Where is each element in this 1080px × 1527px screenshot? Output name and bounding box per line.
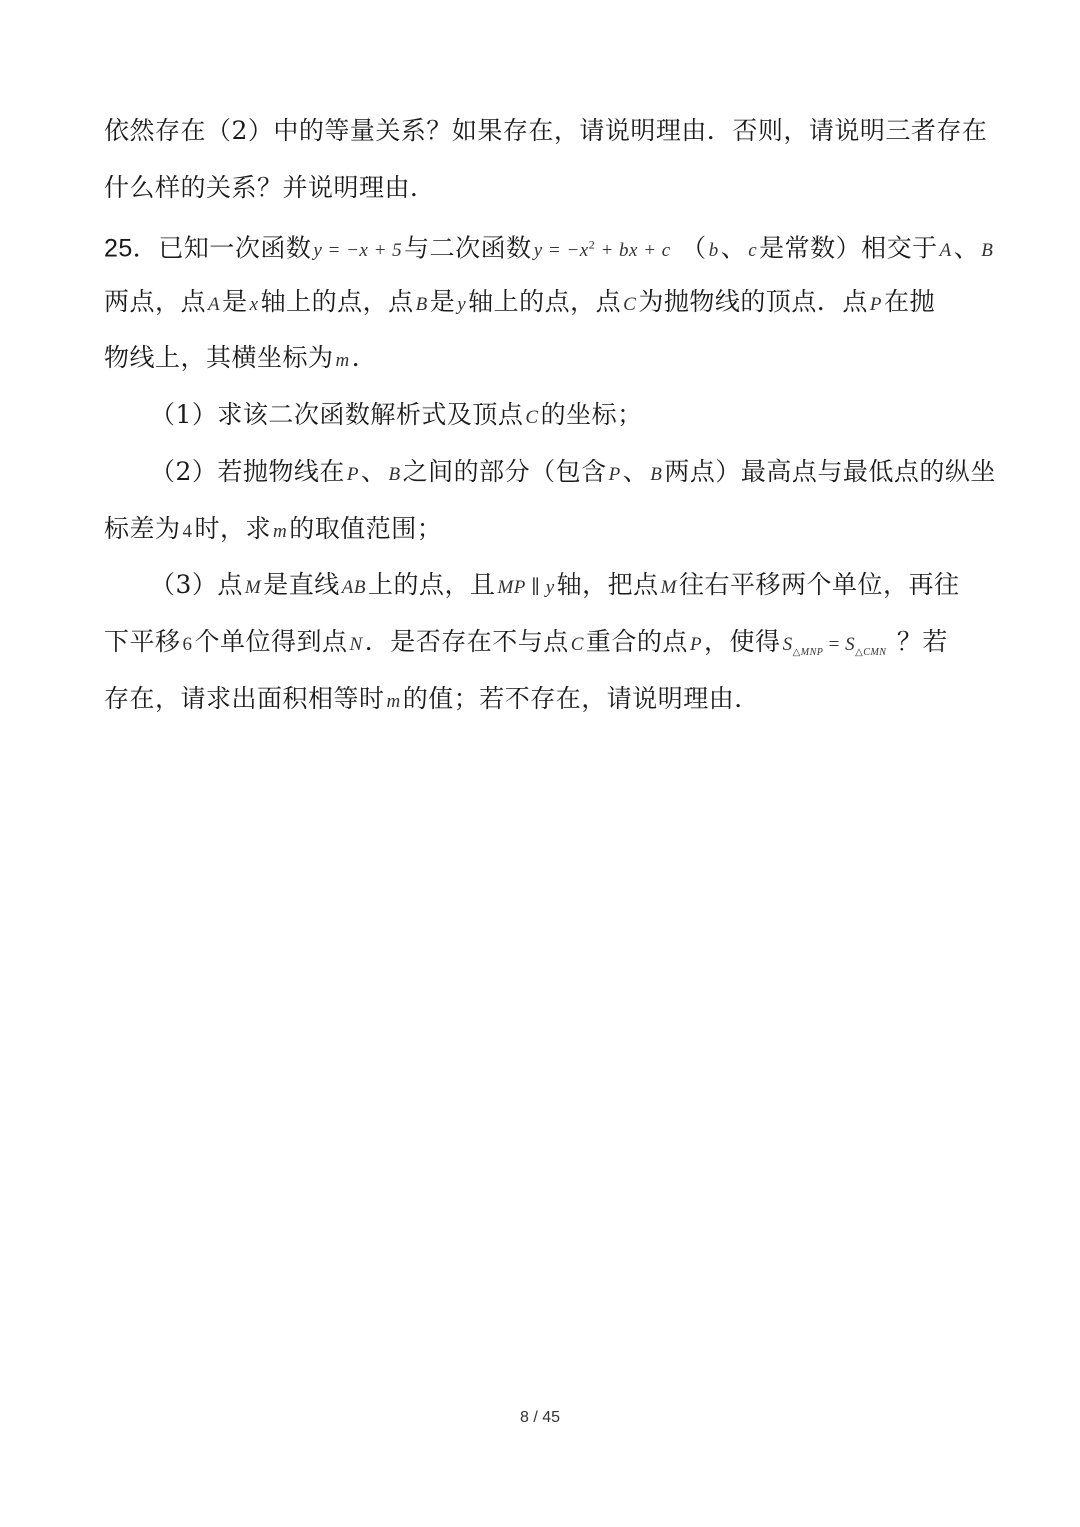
sub-question-3-line-2: 下平移 6个单位得到点 N．是否存在不与点 C重合的点 P，使得 $S_{\triangle MNP} = S_{\triangle CMN}$ ？若 [104, 627, 948, 658]
prev-text-line-1: 依然存在（2）中的等量关系？如果存在，请说明理由．否则，请说明三者存在 [104, 116, 988, 145]
sub-question-3-line-1: （3）点 M是直线 AB上的点，且 MP ∥ y轴，把点 M往右平移两个单位，再往 [150, 570, 960, 599]
prev-text-line-2: 什么样的关系？并说明理由． [104, 173, 436, 202]
area-equation: $S_{\triangle MNP} = S_{\triangle CMN}$ [782, 634, 887, 658]
page-number: 8 / 45 [519, 1409, 561, 1426]
sub-question-2-line-1: （2）若抛物线在 P、 B之间的部分（包含 P、 B两点）最高点与最低点的纵坐 [150, 457, 996, 486]
sub-question-1: （1）求该二次函数解析式及顶点 C的坐标； [150, 400, 643, 429]
problem-25-line-2: 两点，点 A是 x轴上的点，点 B是 y轴上的点，点 C为抛物线的顶点．点 P在抛 [104, 287, 935, 316]
linear-function-formula: y = −x + 5 [313, 240, 403, 262]
problem-25-line-1: 25．已知一次函数 y = −x + 5与二次函数 $y = -x^2$ + bx + c （ b、 c是常数）相交于 A、 B [104, 233, 994, 263]
sub-question-3-line-3: 存在，请求出面积相等时 m的值；若不存在，请说明理由． [104, 684, 760, 713]
quadratic-function-formula: $y = -x^2$ + bx + c [533, 238, 671, 262]
parallel-expression: MP ∥ y [497, 577, 555, 598]
sub-question-2-line-2: 标差为 4时，求 m的取值范围； [104, 514, 443, 543]
problem-25-line-3: 物线上，其横坐标为 m． [104, 343, 378, 372]
problem-number: 25． [104, 234, 159, 263]
